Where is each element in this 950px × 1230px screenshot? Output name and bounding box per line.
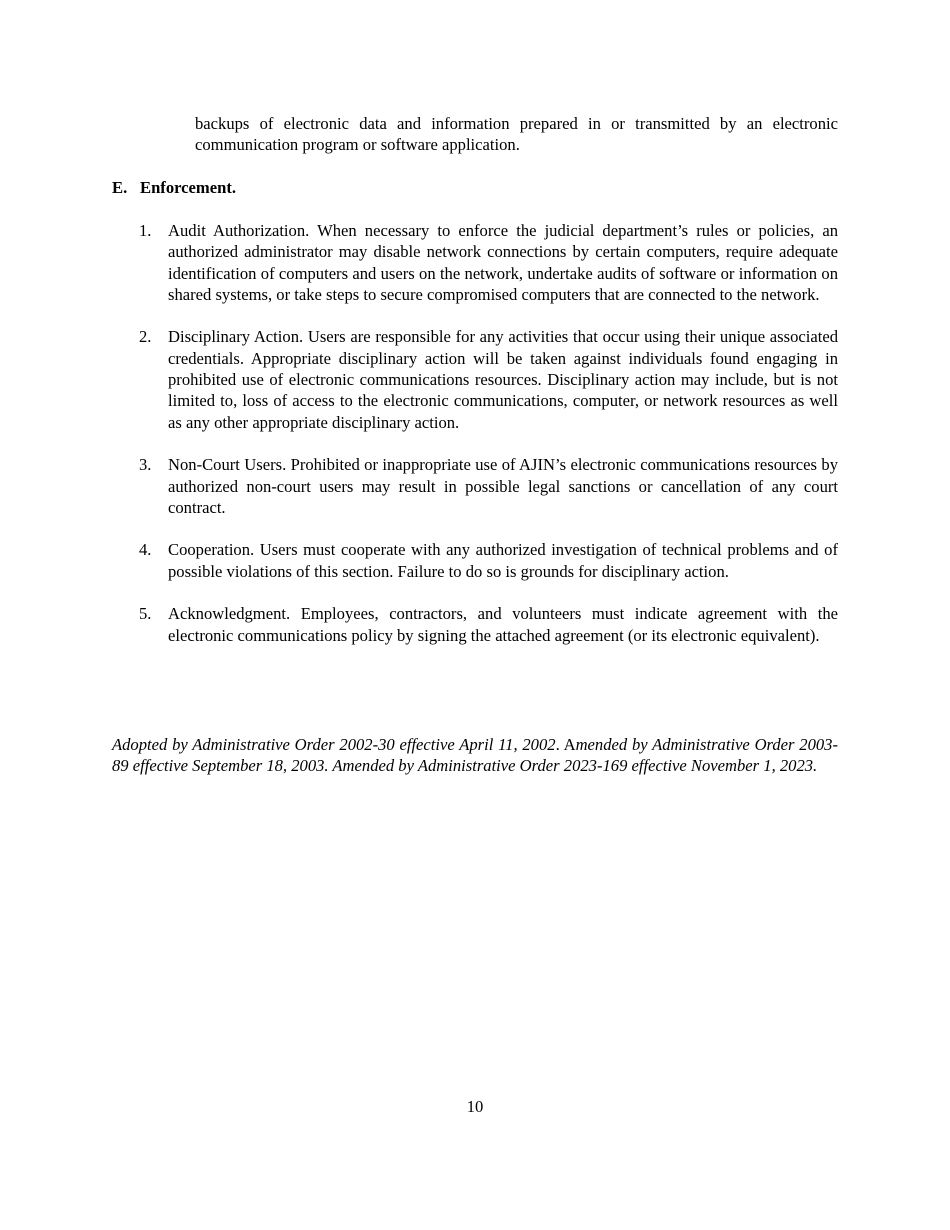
list-item bbox=[112, 220, 838, 305]
enforcement-list bbox=[112, 220, 838, 667]
section-title: Enforcement. bbox=[140, 178, 237, 197]
list-item-text: Audit Authorization. When necessary to enforce the judicial department’s rules or policies, an authorized administrator may disable network connections by certain computers, require adequate identification of computers and users on the network, undertake audits of software or information on shared systems, or take steps to secure compromised computers that are connected to the network. bbox=[168, 221, 838, 304]
history-amended: mended by Administrative Order 2003-89 effective September 18, 2003. Amended by Administrative Order 2023-169 effective November 1, 2023. bbox=[112, 735, 838, 776]
list-item-number: 3. bbox=[139, 455, 152, 475]
list-item-number: 4. bbox=[139, 540, 152, 560]
list-item-text: Cooperation. Users must cooperate with any authorized investigation of technical problems and of possible violations of this section. Failure to do so is grounds for disciplinary action. bbox=[168, 540, 838, 581]
continuation-paragraph: backups of electronic data and information prepared in or transmitted by an electronic communication program or software application. bbox=[195, 114, 838, 155]
list-item-text: Acknowledgment. Employees, contractors, and volunteers must indicate agreement with the electronic communications policy by signing the attached agreement (or its electronic equivalent). bbox=[168, 604, 838, 645]
history-note bbox=[112, 734, 838, 777]
page-number: 10 bbox=[466, 1097, 484, 1116]
list-item-number: 1. bbox=[139, 221, 152, 240]
list-item-number: 5. bbox=[139, 604, 152, 624]
list-item bbox=[112, 603, 838, 646]
list-item bbox=[112, 539, 838, 582]
section-heading bbox=[112, 177, 236, 198]
list-item bbox=[112, 326, 838, 432]
history-separator: . A bbox=[555, 735, 576, 754]
section-letter: E. bbox=[112, 178, 128, 197]
list-item-text: Non-Court Users. Prohibited or inappropriate use of AJIN’s electronic communications resources by authorized non-court users may result in possible legal sanctions or cancellation of any court contract. bbox=[168, 455, 838, 517]
history-adopted: Adopted by Administrative Order 2002-30 effective April 11, 2002 bbox=[112, 735, 556, 754]
list-item-text: Disciplinary Action. Users are responsible for any activities that occur using their unique associated credentials. Appropriate disciplinary action will be taken against individuals found engaging in prohibited use of electronic communications resources. Disciplinary action may include, but is not limited to, loss of access to the electronic communications, computer, or network resources as well as any other appropriate disciplinary action. bbox=[168, 327, 838, 432]
list-item-number: 2. bbox=[139, 327, 152, 347]
list-item bbox=[112, 454, 838, 518]
